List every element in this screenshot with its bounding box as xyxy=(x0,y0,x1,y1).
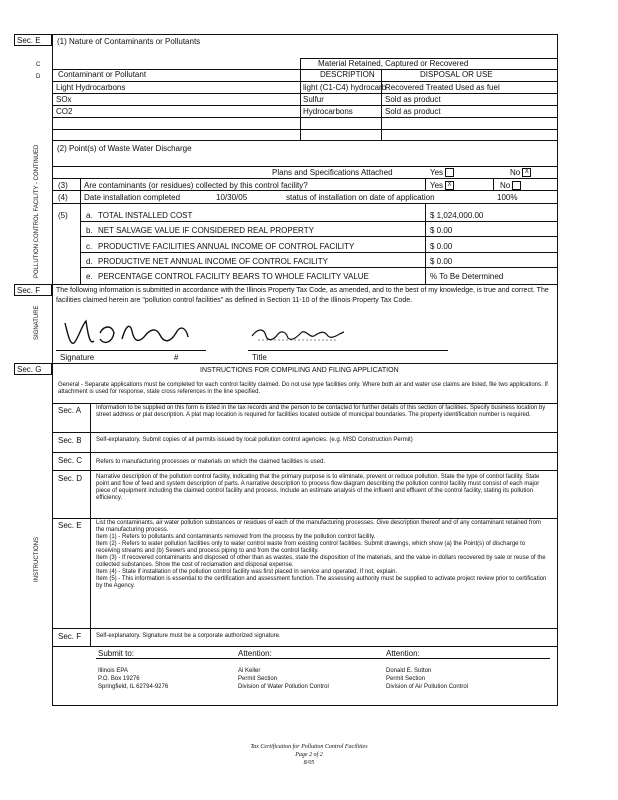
q4-date[interactable]: 10/30/05 xyxy=(216,193,248,202)
instr-sec-b-text: Self-explanatory. Submit copies of all permits issued by local pollution control agencies. (e.g. MSD Construction Permit) xyxy=(96,437,413,443)
instr-sec-f-text: Self-explanatory. Signature must be a corporate authorized signature. xyxy=(96,633,281,639)
q5-number: (5) xyxy=(58,211,68,220)
col-contaminant: Contaminant or Pollutant xyxy=(58,70,147,79)
plans-yes[interactable] xyxy=(430,168,454,177)
sec-g-tab-label: Sec. G xyxy=(17,365,42,374)
sec-e-side-label: POLLUTION CONTROL FACILITY - CONTINUED xyxy=(34,144,40,278)
q5-a-text: TOTAL INSTALLED COST xyxy=(98,211,193,220)
instr-sec-e-tab: Sec. E xyxy=(58,521,82,530)
instructions-general: General - Separate applications must be completed for each control facility claimed. Do not use type facilities only. Where both air and water use claims are listed, file two applications. If attachment is used for response, state cross references in the line specified. xyxy=(58,382,548,395)
q3-no[interactable] xyxy=(500,181,521,190)
addr-epa-line-1: Illinois EPA xyxy=(98,668,128,674)
attention-2-label: Attention: xyxy=(386,649,420,658)
q5-b-text: NET SALVAGE VALUE IF CONSIDERED REAL PROPERTY xyxy=(98,226,314,235)
q5-d-letter: d. xyxy=(86,257,93,266)
plans-no-checkbox[interactable]: X xyxy=(522,168,531,177)
plans-no[interactable] xyxy=(510,168,531,177)
sec-f-tab-label: Sec. F xyxy=(17,286,41,295)
footer-title: Tax Certification for Pollution Control Facilities xyxy=(250,744,368,750)
waste-water-label: (2) Point(s) of Waste Water Discharge xyxy=(57,144,192,153)
instructions-title: INSTRUCTIONS FOR COMPILING AND FILING APPLICATION xyxy=(200,367,399,374)
addr-water-line-2: Permit Section xyxy=(238,676,278,682)
description-row-3: Hydrocarbons xyxy=(303,107,353,116)
q5-b-letter: b. xyxy=(86,226,93,235)
q5-d-value[interactable]: $ 0.00 xyxy=(430,257,453,266)
instr-sec-c-tab: Sec. C xyxy=(58,456,83,465)
q4-number: (4) xyxy=(58,193,68,202)
addr-air-line-3: Division of Air Pollution Control xyxy=(386,684,469,690)
q3-yes[interactable] xyxy=(430,181,454,190)
instr-sec-f-tab: Sec. F xyxy=(58,632,82,641)
footer-page: Page 2 of 2 xyxy=(295,752,323,758)
title-label: Title xyxy=(252,353,267,362)
addr-epa-line-2: P.O. Box 19276 xyxy=(98,676,140,682)
instr-sec-c-text: Refers to manufacturing processes or materials on which the claimed facilities is used. xyxy=(96,459,326,465)
instr-sec-d-tab: Sec. D xyxy=(58,474,83,483)
description-row-2: Sulfur xyxy=(303,95,324,104)
contaminant-row-1: Light Hydrocarbons xyxy=(56,83,126,92)
instr-sec-a-tab: Sec. A xyxy=(58,406,82,415)
q3-yes-label: Yes xyxy=(430,181,444,190)
sec-f-text: The following information is submitted in accordance with the Illinois Property Tax Code, as amended, and to the best of my knowledge, is true and correct. The facilities claimed herein are "pollution control facilities" as defined in Section 11-10 of the Illinois Property Tax Code. xyxy=(56,287,549,304)
col-disposal: DISPOSAL OR USE xyxy=(420,70,493,79)
plans-yes-label: Yes xyxy=(430,168,444,177)
q5-a-value[interactable]: $ 1,024,000.00 xyxy=(430,211,484,220)
contaminant-row-2: SOx xyxy=(56,95,72,104)
addr-water-line-1: Al Keller xyxy=(238,668,261,674)
disposal-row-3: Sold as product xyxy=(385,107,441,116)
q5-c-text: PRODUCTIVE FACILITIES ANNUAL INCOME OF CONTROL FACILITY xyxy=(98,242,355,251)
plans-yes-checkbox[interactable] xyxy=(445,168,454,177)
addr-water-line-3: Division of Water Pollution Control xyxy=(238,684,329,690)
q5-e-text: PERCENTAGE CONTROL FACILITY BEARS TO WHOLE FACILITY VALUE xyxy=(98,272,369,281)
material-header: Material Retained, Captured or Recovered xyxy=(318,59,469,68)
plans-no-label: No xyxy=(510,168,521,177)
instr-sec-e-text: List the contaminants, air water pollution substances or residues of each of the manufacturing processes. Give description thereof and of any contaminant retained from the manufacturing process. Item (1) - Refers to pollutants and contaminants removed from the process by the pollution control facility. Item (2) - Refers to water pollution facilities only to water control waste from existing control facilities. Submit drawings, which show (a) the Point(s) of discharge to receiving streams and (b) Sewers and process piping to and from the control facility. Item (3) - If recovered contaminants and disposed of other than as wastes, state the disposition of the materials, and the value in dollars recovered by sale or reuse of the collected substances. Show the cost of reclamation and disposal expense. Item (4) - State if installation of the pollution control facility was first placed in service and operated. If not, explain. Item (5) - This information is essential to the certification and assessment function. The assessing authority must be supplied to activate project review prior to certification by the Agency. xyxy=(96,520,547,589)
q5-b-value[interactable]: $ 0.00 xyxy=(430,226,453,235)
q4-text: Date installation completed xyxy=(84,193,181,202)
submit-label: Submit to: xyxy=(98,649,135,658)
addr-air-line-2: Permit Section xyxy=(386,676,426,682)
q3-text: Are contaminants (or residues) collected by this control facility? xyxy=(84,181,308,190)
instr-sec-b-tab: Sec. B xyxy=(58,436,82,445)
q3-number: (3) xyxy=(58,181,68,190)
q4-value[interactable]: 100% xyxy=(497,193,518,202)
col-description: DESCRIPTION xyxy=(320,70,375,79)
title-image xyxy=(248,322,358,346)
description-row-1: light (C1-C4) hydrocarb xyxy=(303,83,387,92)
contaminant-row-3: CO2 xyxy=(56,107,73,116)
q5-c-letter: c. xyxy=(86,242,93,251)
signature-image xyxy=(60,315,210,351)
instr-sec-d-text: Narrative description of the pollution control facility, indicating that the primary purpose is to eliminate, prevent or reduce pollution. State the type of control facility. State point and flow of feed and system description of parts. A narrative description to process flow diagram describing the pollution control facility must consist of each major piece of equipment including the claimed control facility and process. Include an estimate analysis of the influent and effluent of the control facility, stating its pollution efficiency. xyxy=(96,474,540,501)
addr-air-line-1: Donald E. Sutton xyxy=(386,668,432,674)
q5-a-letter: a. xyxy=(86,211,93,220)
q4-status: status of installation on date of application xyxy=(286,193,435,202)
addr-epa-line-3: Springfield, IL 62794-9276 xyxy=(98,684,169,690)
q3-yes-checkbox[interactable]: X xyxy=(445,181,454,190)
sec-f-side-label: SIGNATURE xyxy=(34,305,40,340)
q5-c-value[interactable]: $ 0.00 xyxy=(430,242,453,251)
plans-question: Plans and Specifications Attached xyxy=(272,168,393,177)
disposal-row-1: Recovered Treated Used as fuel xyxy=(385,83,500,92)
footer-date: 8/05 xyxy=(303,760,315,766)
q3-no-label: No xyxy=(500,181,511,190)
sec-g-side-label: INSTRUCTIONS xyxy=(34,537,40,582)
sec-e-side-top: C xyxy=(36,62,41,68)
sec-e-tab-label: Sec. E xyxy=(17,36,41,45)
instr-sec-a-text: Information to be supplied on this form is listed in the tax records and the person to be contacted for further details of this section of facilities. Specify business location by street address or plat description. A plat map location is required for facilities located outside of municipal boundaries. The property identification number is required. xyxy=(96,405,546,418)
nature-of-contaminants-label: (1) Nature of Contaminants or Pollutants xyxy=(57,37,201,46)
attention-1-label: Attention: xyxy=(238,649,272,658)
disposal-row-2: Sold as product xyxy=(385,95,441,104)
signature-hash: # xyxy=(174,353,179,362)
plans-label xyxy=(272,168,393,177)
q5-d-text: PRODUCTIVE NET ANNUAL INCOME OF CONTROL FACILITY xyxy=(98,257,328,266)
sec-e-side-mid: D xyxy=(36,74,41,80)
q5-e-value[interactable]: % To Be Determined xyxy=(430,272,504,281)
q5-e-letter: e. xyxy=(86,272,93,281)
signature-label: Signature xyxy=(60,353,95,362)
